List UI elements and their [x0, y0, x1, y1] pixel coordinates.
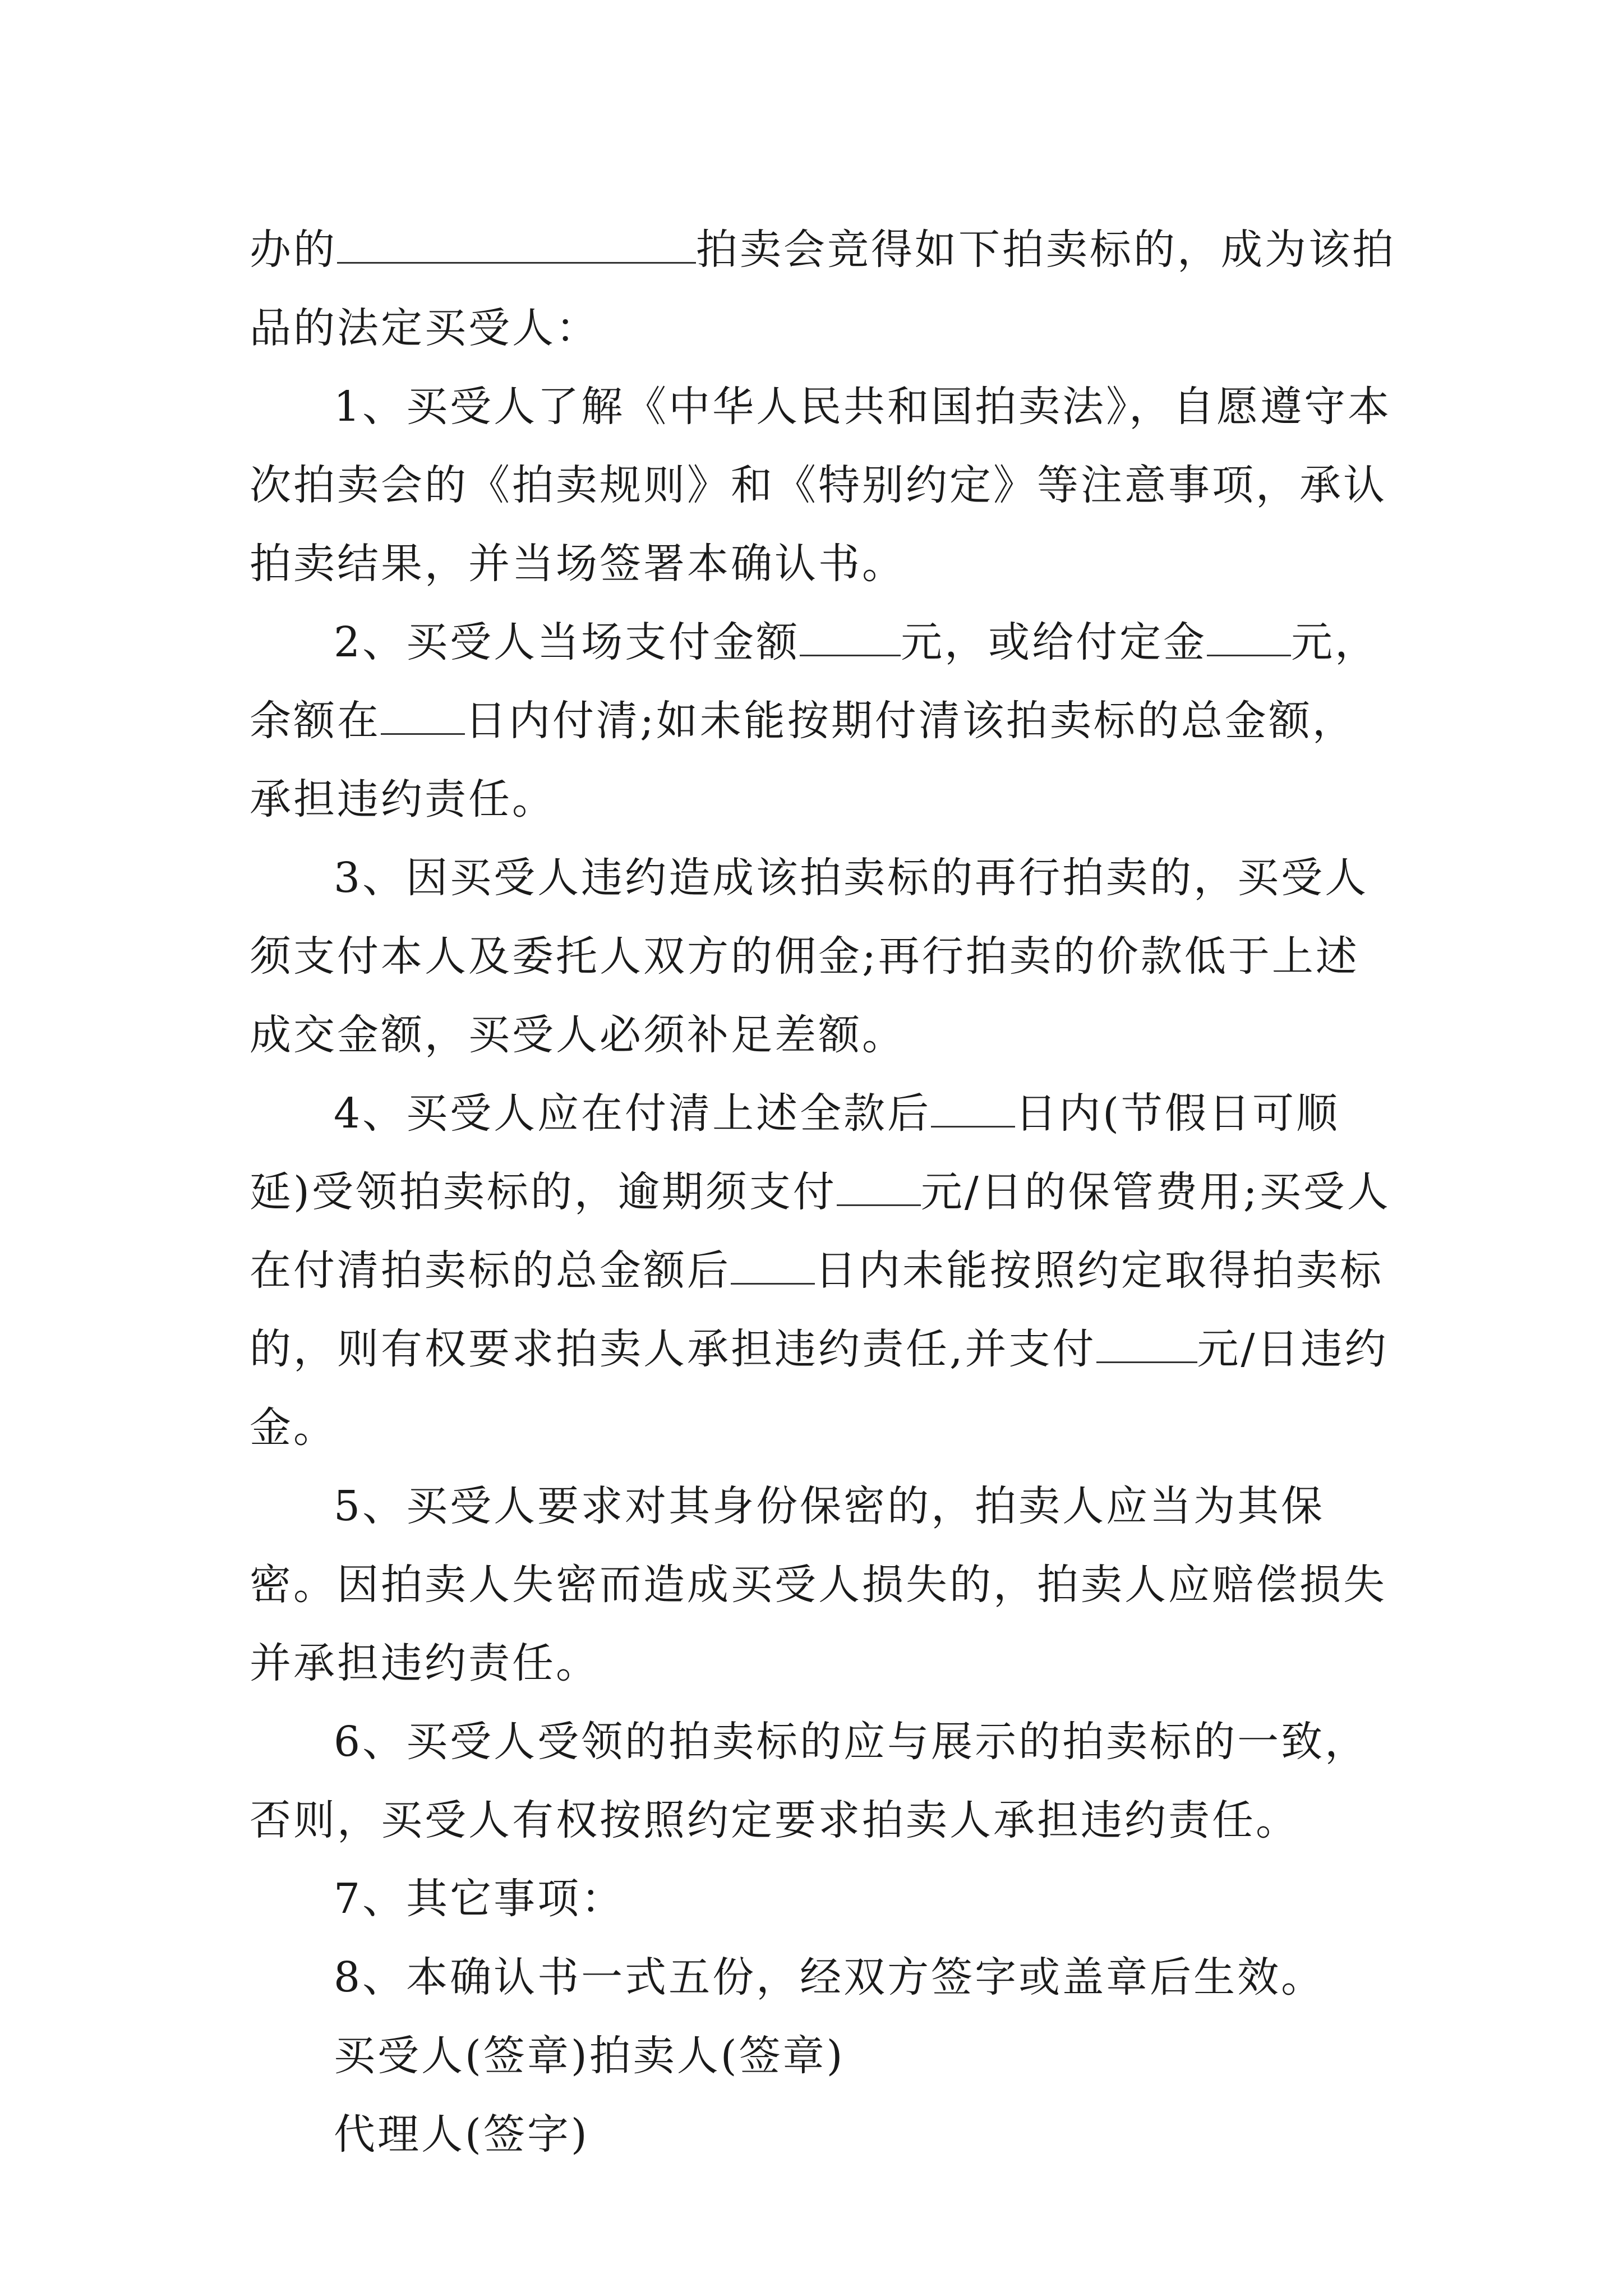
clause-8: 8、本确认书一式五份，经双方签字或盖章后生效。 — [334, 1953, 1325, 2001]
clause-4-part-2: 日内(节假日可顺延)受领拍卖标的，逾期须支付 — [250, 1089, 1340, 1216]
clause-4-part-3: 元/日的保管费用;买受人在付清拍卖标的总金额后 — [250, 1168, 1391, 1295]
signature-line-buyer-auctioneer: 买受人(签章)拍卖人(签章) — [334, 2032, 845, 2080]
clause-2-part-3: 元，余额在 — [250, 618, 1379, 745]
penalty-amount-blank — [1096, 1324, 1197, 1363]
clause-2-part-2: 元，或给付定金 — [901, 618, 1207, 666]
clause-6: 6、买受人受领的拍卖标的应与展示的拍卖标的一致，否则，买受人有权按照约定要求拍卖人承担违约责任。 — [250, 1718, 1369, 1844]
pickup-days-blank — [931, 1089, 1015, 1128]
clause-4-part-5: 元/日违约金。 — [250, 1325, 1389, 1452]
clause-5: 5、买受人要求对其身份保密的，拍卖人应当为其保密。因拍卖人失密而造成买受人损失的，拍卖人应赔偿损失并承担违约责任。 — [250, 1482, 1387, 1687]
intro-paragraph — [250, 210, 1399, 367]
clause-4 — [250, 1074, 1399, 1467]
clause-2-part-1: 2、买受人当场支付金额 — [334, 618, 800, 666]
clause-2 — [250, 603, 1399, 839]
signature-line-agent: 代理人(签字) — [334, 2110, 589, 2159]
clause-7: 7、其它事项： — [334, 1875, 625, 1923]
document-body — [250, 210, 1399, 2174]
delivery-days-blank — [731, 1246, 815, 1285]
auction-name-blank — [337, 225, 696, 264]
clause-4-part-4: 日内未能按照约定取得拍卖标的，则有权要求拍卖人承担违约责任,并支付 — [250, 1246, 1384, 1373]
deposit-amount-blank — [1207, 618, 1291, 656]
intro-after: 拍卖会竞得如下拍卖标的，成为该拍品的法定买受人： — [250, 226, 1396, 352]
clause-4-part-1: 4、买受人应在付清上述全款后 — [334, 1089, 932, 1138]
intro-before: 办的 — [250, 226, 337, 274]
payment-amount-blank — [800, 618, 901, 656]
clause-2-part-4: 日内付清;如未能按期付清该拍卖标的总金额，承担违约责任。 — [250, 697, 1356, 823]
balance-days-blank — [381, 696, 465, 735]
clause-3: 3、因买受人违约造成该拍卖标的再行拍卖的，买受人须支付本人及委托人双方的佣金;再行拍卖的价款低于上述成交金额，买受人必须补足差额。 — [250, 854, 1369, 1059]
storage-fee-blank — [837, 1167, 921, 1206]
clause-1: 1、买受人了解《中华人民共和国拍卖法》，自愿遵守本次拍卖会的《拍卖规则》和《特别约定》等注意事项，承认拍卖结果，并当场签署本确认书。 — [250, 383, 1392, 588]
